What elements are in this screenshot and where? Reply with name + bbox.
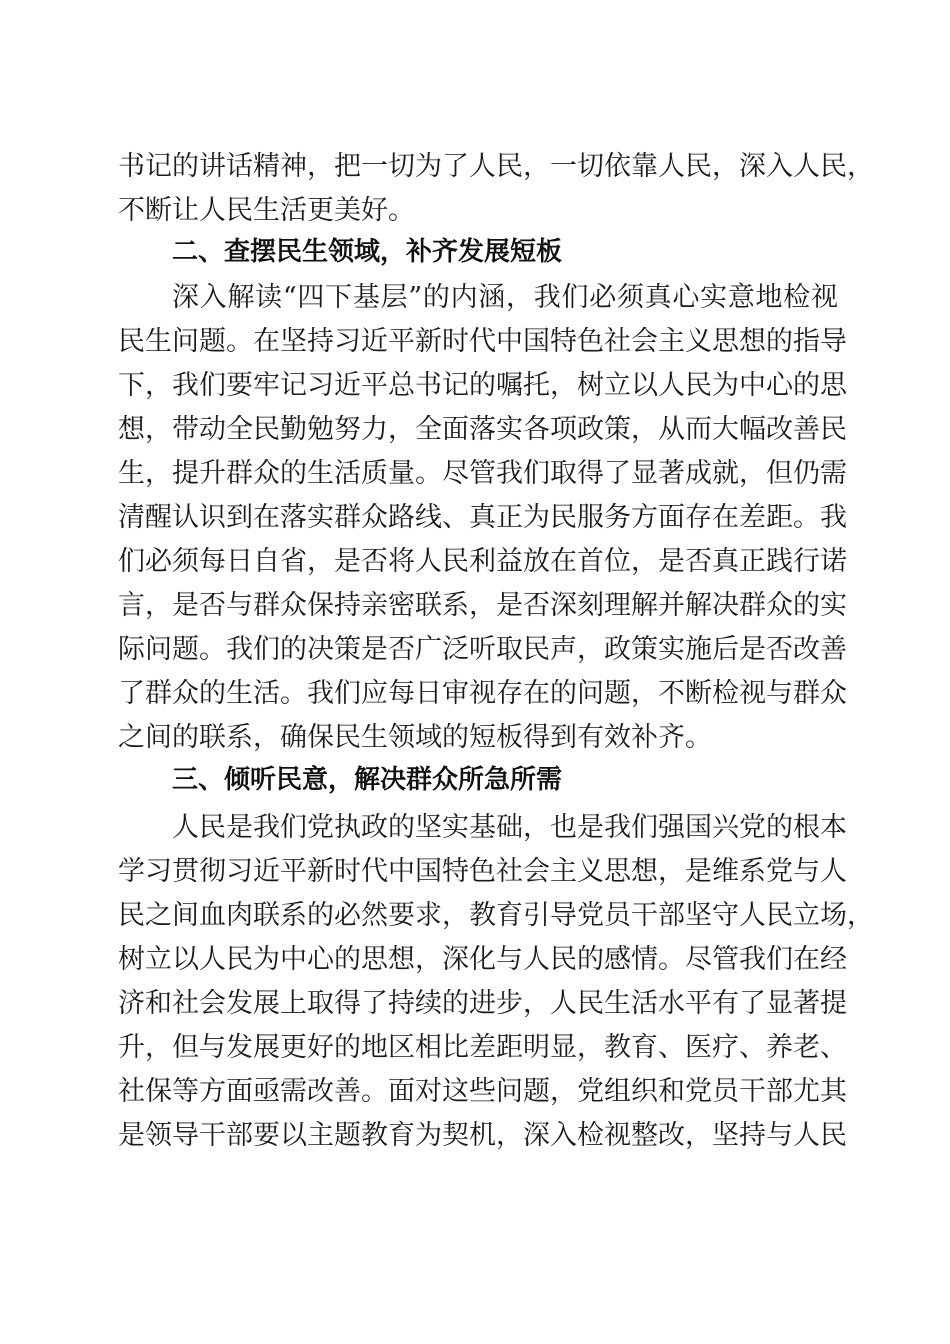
paragraph-line: 下，我们要牢记习近平总书记的嘱托，树立以人民为中心的思 (118, 370, 847, 401)
paragraph-line: 了群众的生活。我们应每日审视存在的问题，不断检视与群众 (118, 678, 847, 709)
paragraph-line: 生，提升群众的生活质量。尽管我们取得了显著成就，但仍需 (118, 458, 847, 489)
paragraph-line: 民生问题。在坚持习近平新时代中国特色社会主义思想的指导 (118, 326, 847, 357)
paragraph-line: 是领导干部要以主题教育为契机，深入检视整改，坚持与人民 (118, 1120, 847, 1151)
paragraph-line: 清醒认识到在落实群众路线、真正为民服务方面存在差距。我 (118, 502, 847, 533)
paragraph-line: 言，是否与群众保持亲密联系，是否深刻理解并解决群众的实 (118, 590, 847, 621)
paragraph-line: 升，但与发展更好的地区相比差距明显，教育、医疗、养老、 (118, 1032, 847, 1063)
paragraph-line: 深入解读“四下基层”的内涵，我们必须真心实意地检视 (172, 282, 838, 313)
paragraph-line: 想，带动全民勤勉努力，全面落实各项政策，从而大幅改善民 (118, 414, 847, 445)
paragraph-line: 学习贯彻习近平新时代中国特色社会主义思想，是维系党与人 (118, 856, 847, 887)
paragraph-line: 们必须每日自省，是否将人民利益放在首位，是否真正践行诺 (118, 546, 847, 577)
paragraph-line: 社保等方面亟需改善。面对这些问题，党组织和党员干部尤其 (118, 1076, 847, 1107)
paragraph-line: 书记的讲话精神，把一切为了人民，一切依靠人民，深入人民， (118, 151, 874, 182)
paragraph-line: 济和社会发展上取得了持续的进步，人民生活水平有了显著提 (118, 988, 847, 1019)
paragraph-line: 人民是我们党执政的坚实基础，也是我们强国兴党的根本 (172, 812, 847, 843)
paragraph-line: 民之间血肉联系的必然要求，教育引导党员干部坚守人民立场， (118, 900, 874, 931)
paragraph-line: 不断让人民生活更美好。 (118, 195, 415, 226)
paragraph-line: 之间的联系，确保民生领域的短板得到有效补齐。 (118, 722, 712, 753)
paragraph-line: 际问题。我们的决策是否广泛听取民声，政策实施后是否改善 (118, 634, 847, 665)
section-heading-2: 二、查摆民生领域，补齐发展短板 (172, 237, 563, 267)
section-heading-3: 三、倾听民意，解决群众所急所需 (172, 765, 563, 795)
paragraph-line: 树立以人民为中心的思想，深化与人民的感情。尽管我们在经 (118, 944, 847, 975)
